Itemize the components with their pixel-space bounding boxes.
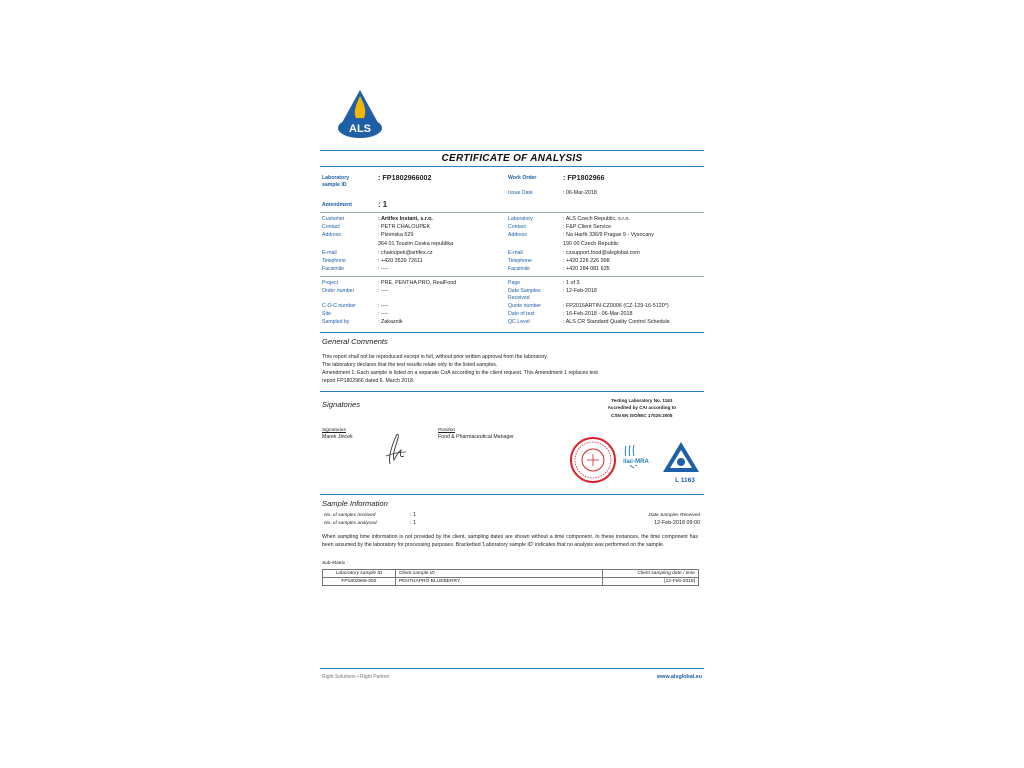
client-label: E-mail <box>322 250 337 256</box>
accreditation-line: Testing Laboratory No. 1163 <box>611 398 673 403</box>
general-comments-rule <box>320 332 704 333</box>
lab-value: : +420 284 081 635 <box>563 266 610 272</box>
project-label: Order number <box>322 288 355 294</box>
date-received-label: Date Samples Received <box>648 513 700 518</box>
project-value: : PRE, PENTHA PRO, RealFood <box>378 280 457 286</box>
project-label: Sampled by <box>322 319 350 325</box>
client-label: Facsimile <box>322 266 344 272</box>
client-value: : ---- <box>378 266 389 272</box>
samples-analysed-label: No. of samples analysed <box>324 521 377 526</box>
samples-received-label: No. of samples received <box>324 513 376 518</box>
client-value: : chaloupek@artifex.cz <box>378 250 433 256</box>
lab-label: Laboratory <box>508 216 533 222</box>
signatory-position: Food & Pharmaceutical Manager <box>438 434 514 440</box>
project-value: : Zakaznik <box>378 319 403 325</box>
project-value: : ---- <box>378 311 389 317</box>
contact-divider <box>320 276 704 277</box>
cai-logo-icon <box>661 440 701 484</box>
table-row <box>323 578 699 586</box>
lab-value: 190 00 Czech Republic <box>563 241 619 247</box>
project-label: Site <box>322 311 331 317</box>
ilac-mra-icon <box>620 442 652 476</box>
handwritten-signature <box>382 430 408 466</box>
client-label: Contact <box>322 224 340 230</box>
sample-table <box>322 569 699 586</box>
document-title: CERTIFICATE OF ANALYSIS <box>441 153 583 164</box>
header-divider <box>320 212 704 213</box>
project-label: Date of test <box>508 311 535 317</box>
table-header-cell: Laboratory sample ID <box>323 570 396 578</box>
accreditation-line: Accredited by CAI according to <box>607 405 676 411</box>
lab-value: : F&P Client Service <box>563 224 612 230</box>
project-label: QC Level <box>508 319 530 325</box>
accreditation-line: CSN EN ISO/IEC 17025:2005 <box>611 412 673 418</box>
issue-date-label: Issue Date <box>508 190 533 196</box>
project-value: : 16-Feb-2018 - 06-Mar-2018 <box>563 311 633 317</box>
client-label: Address <box>322 232 342 238</box>
comment-line: The laboratory declares that the test results relate only to the listed samples. <box>322 362 498 368</box>
project-label: Date Samples <box>508 288 541 294</box>
accreditation-seal-icon <box>569 436 617 484</box>
samples-received-value: : 1 <box>410 512 416 518</box>
position-col-header: Position <box>438 428 456 433</box>
lab-value: : +420 226 226 998 <box>563 258 610 264</box>
lab-sample-id-value: : FP1802966002 <box>378 173 432 182</box>
cai-text: L 1163 <box>675 477 695 484</box>
comment-line: This report shall not be reproduced except in full, without prior written approval from the laboratory. <box>322 354 548 360</box>
lab-label: E-mail <box>508 250 523 256</box>
project-value: : ---- <box>378 303 389 309</box>
table-cell: [12-Feb-2018] <box>603 578 699 586</box>
comment-line: Amendment 1: Each sample is listed on a separate CoA according to the client request. This Amendment 1 replaces test <box>322 370 598 376</box>
work-order-label: Work Order <box>508 175 537 181</box>
issue-date-value: : 06-Mar-2018 <box>563 190 597 196</box>
client-value: : Plzenska 529 <box>378 232 414 238</box>
ilac-text: ilac-MRA <box>623 459 649 465</box>
amendment-label: Amendment <box>322 202 352 208</box>
als-logo <box>334 88 386 140</box>
date-received-value: 12-Feb-2018 09:00 <box>654 520 700 526</box>
lab-sample-id-label-1: Laboratory <box>322 175 350 181</box>
table-cell: FP1802966-002 <box>323 578 396 586</box>
footer-website-link[interactable]: www.alsglobal.eu <box>656 674 702 680</box>
lab-label: Contact <box>508 224 526 230</box>
project-value: : ALS CR Standard Quality Control Schedule <box>563 319 670 325</box>
project-value: : 12-Feb-2018 <box>563 288 597 294</box>
signatories-rule <box>320 391 704 392</box>
lab-value: : ALS Czech Republic, s.r.o. <box>563 216 630 222</box>
client-label: Telephone <box>322 258 346 264</box>
accreditation-statement <box>608 397 676 419</box>
project-label: Quote number <box>508 303 542 309</box>
logo-text: ALS <box>349 123 371 135</box>
lab-value: : Na Harfě 336/9 Prague 9 - Vysocany <box>563 232 654 238</box>
client-value: 364 01 Touzim Ceska republika <box>378 241 454 247</box>
signatory-name: Marek Jiricek <box>322 434 353 440</box>
work-order-value: : FP1802966 <box>563 173 605 182</box>
lab-value: : czsupport.food@alsglobal.com <box>563 250 640 256</box>
project-label: Received <box>508 295 530 301</box>
project-label: Page <box>508 280 521 286</box>
sampling-note: When sampling time information is not provided by the client, sampling dates are shown without a time component. In these instances, the time component has been assumed by the laboratory for processing purposes. Bracketted 'Laboratory sample ID' indicates that no analysis was performed on the sample. <box>322 534 698 548</box>
samples-analysed-value: : 1 <box>410 520 416 526</box>
comment-line: report FP1802966 dated 6. March 2018. <box>322 378 415 384</box>
sample-info-rule <box>320 494 704 495</box>
lab-label: Address <box>508 232 528 238</box>
lab-label: Telephone <box>508 258 532 264</box>
project-value: : ---- <box>378 288 389 294</box>
certificate-page <box>320 0 704 768</box>
title-top-rule <box>320 150 704 151</box>
table-header-row <box>323 570 699 578</box>
lab-sample-id-label-2: sample ID <box>322 182 347 188</box>
submatrix-label: Sub-Matrix : <box>322 561 348 566</box>
footer-rule <box>320 668 704 669</box>
project-value: : 1 of 3 <box>563 280 580 286</box>
amendment-value: : 1 <box>378 200 388 209</box>
sample-info-heading: Sample Information <box>322 499 388 508</box>
client-value: : +420 3539 72611 <box>378 258 423 264</box>
table-header-cell: Client sample ID <box>395 570 602 578</box>
signatories-col-header: Signatories <box>322 428 346 433</box>
general-comments-heading: General Comments <box>322 337 388 346</box>
project-label: C-O-C number <box>322 303 357 309</box>
title-bottom-rule <box>320 166 704 167</box>
client-label: Customer <box>322 216 345 222</box>
table-header-cell: Client sampling date / time <box>603 570 699 578</box>
project-value: : FP2016ARTIN-CZ0006 (CZ-129-16-5120*) <box>563 303 669 309</box>
signatories-heading: Signatories <box>322 400 360 409</box>
client-value: : Artifex Instant, s.r.o. <box>378 216 433 222</box>
client-value: : PETR CHALOUPEK <box>378 224 431 230</box>
table-cell: PENTHAPRO BLUEBERRY <box>395 578 602 586</box>
footer-tagline: Right Solutions • Right Partner <box>322 674 390 680</box>
project-label: Project <box>322 280 339 286</box>
lab-label: Facsimile <box>508 266 530 272</box>
